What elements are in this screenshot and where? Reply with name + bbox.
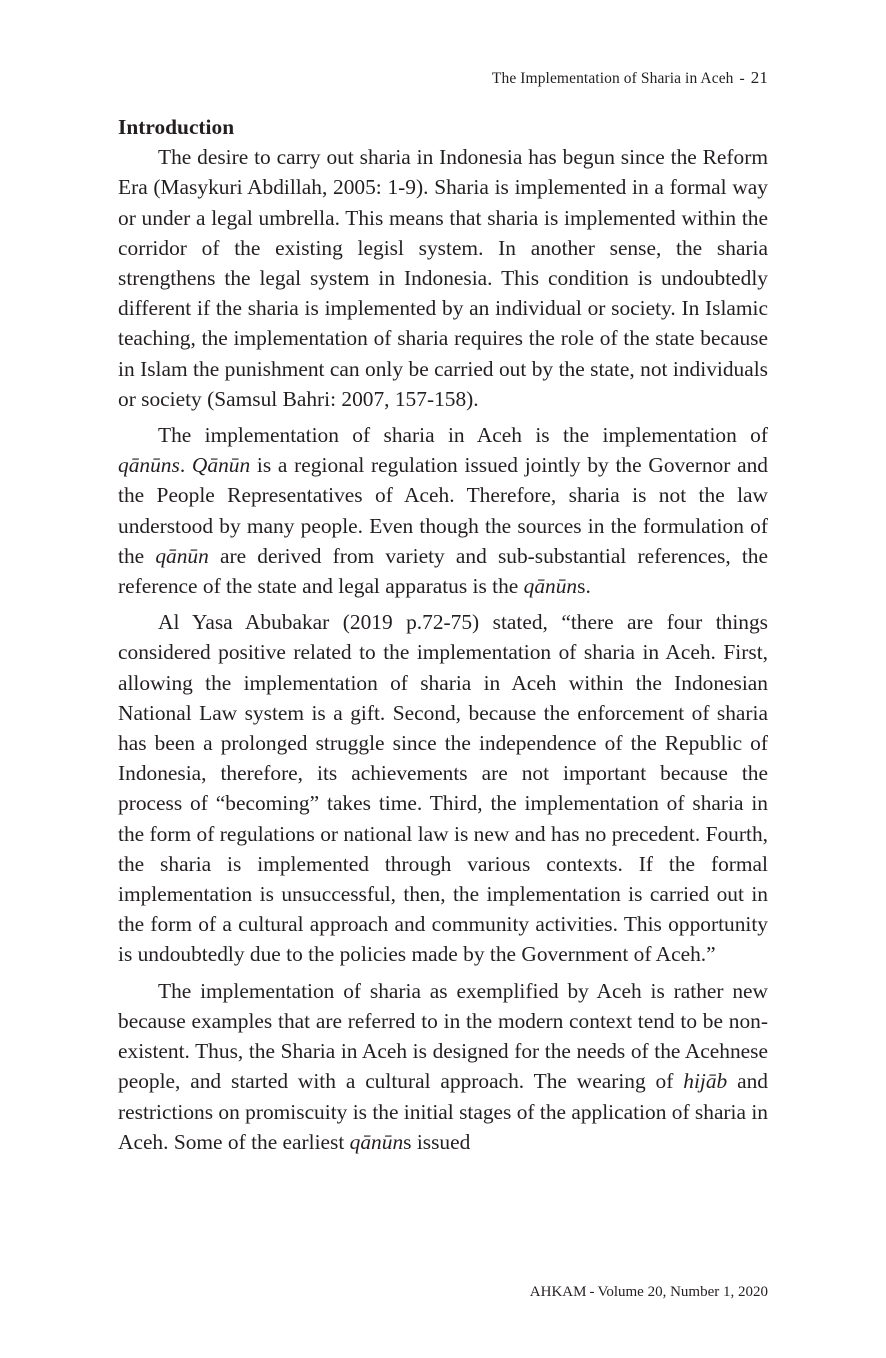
paragraph-4 [118,976,768,1157]
term-qanun: Qānūn [191,453,251,478]
running-title: The Implementation of Sharia in Aceh [491,70,734,87]
paragraph-4-text: The implementation of sharia as exemplified by Aceh is rather new because examples that are referred to in the modern context tend to be non-existent. Thus, the Sharia in Aceh is designed for the needs of the Acehnese people, and started with a cultural approach. The wearing of [118,978,768,1094]
paragraph-3: Al Yasa Abubakar (2019 p.72-75) stated, “there are four things considered positive related to the implementation of sharia in Aceh. First, allowing the implementation of sharia in Aceh within the Indonesian National Law system is a gift. Second, because the enforcement of sharia has been a prolonged struggle since the independence of the Republic of Indonesia, therefore, its achievements are not important because the process of “becoming” takes time. Third, the implementation of sharia in the form of regulations or national law is new and has no precedent. Fourth, the sharia is implemented through various contexts. If the formal implementation is unsuccessful, then, the implementation is carried out in the form of a cultural approach and community activities. This opportunity is undoubtedly due to the policies made by the Government of Aceh.” [118,610,768,967]
page-footer [530,1284,768,1301]
term-qanun: qānūn [523,574,578,599]
paragraph-4-text: and restrictions on promiscuity is the initial stages of the application of sharia in Aceh. Some of the earliest [118,1069,768,1154]
paragraph-2-text: . [179,453,192,478]
paragraph-2-text: The implementation of sharia in Aceh is the implementation of [158,423,768,448]
header-separator: - [739,70,745,87]
term-qanun: qānūn [155,543,209,568]
paragraph-2 [118,420,768,601]
journal-name: AHKAM [529,1284,587,1300]
page-number: 21 [750,68,768,87]
paragraph-2-text: s. [577,574,591,599]
paragraph-2-text: is a regional regulation issued jointly by the Governor and the People Representatives of Aceh. Therefore, sharia is not the law understood by many people. Even though the sources in the formulation of the [118,453,768,568]
term-hijab: hijāb [683,1069,728,1094]
paragraph-1: The desire to carry out sharia in Indonesia has begun since the Reform Era (Masykuri Abdillah, 2005: 1-9). Sharia is implemented in a formal way or under a legal umbrella. This means that sharia is implemented within the corridor of the existing legisl system. In another sense, the sharia strengthens the legal system in Indonesia. This condition is undoubtedly different if the sharia is implemented by an individual or society. In Islamic teaching, the implementation of sharia requires the role of the state because in Islam the punishment can only be carried out by the state, not individuals or society (Samsul Bahri: 2007, 157-158). [118,145,768,411]
journal-issue: Volume 20, Number 1, 2020 [597,1284,768,1300]
term-qanuns: qānūns [118,453,180,478]
paragraph-2-text: are derived from variety and sub-substantial references, the reference of the state and legal apparatus is the [118,543,768,599]
paragraph-4-text: s issued [403,1129,471,1154]
term-qanun: qānūn [349,1129,404,1154]
article-body [118,112,768,1163]
section-heading: Introduction [118,115,235,139]
footer-separator: - [589,1284,595,1300]
running-header [492,68,768,88]
